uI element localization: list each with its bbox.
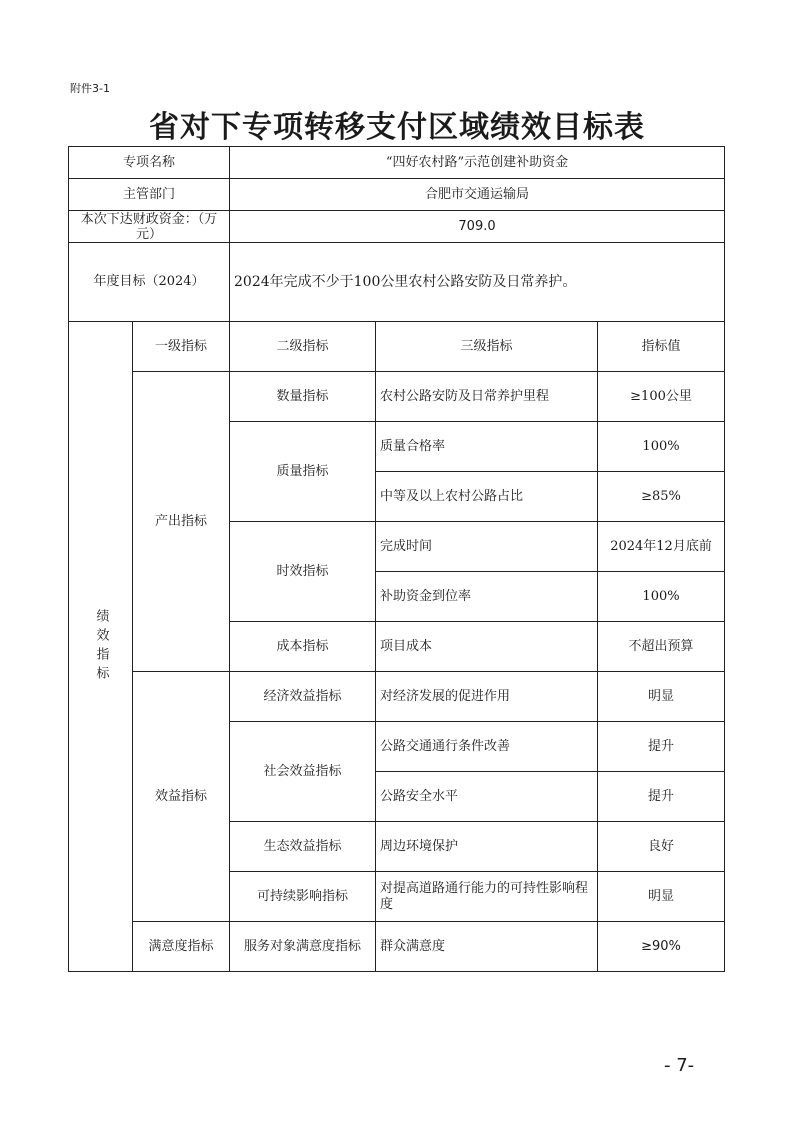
value-cell: 100% [598,422,725,472]
fund-value: 709.0 [230,211,725,243]
value-cell: ≥90% [598,922,725,972]
column-header-l3: 三级指标 [376,322,598,372]
column-header-value: 指标值 [598,322,725,372]
l3-cell: 完成时间 [376,522,598,572]
column-header-l2: 二级指标 [230,322,376,372]
column-header-l1: 一级指标 [133,322,230,372]
l2-social: 社会效益指标 [230,722,376,822]
table-row [69,922,725,972]
l3-cell: 项目成本 [376,622,598,672]
l2-cost: 成本指标 [230,622,376,672]
table-row [69,372,725,422]
l2-economic: 经济效益指标 [230,672,376,722]
value-cell: ≥85% [598,472,725,522]
value-cell: 良好 [598,822,725,872]
l3-cell: 对经济发展的促进作用 [376,672,598,722]
value-cell: 100% [598,572,725,622]
l3-cell: 公路安全水平 [376,772,598,822]
indicator-section-label: 绩效指标 [69,322,133,972]
value-cell: 不超出预算 [598,622,725,672]
value-cell: 提升 [598,722,725,772]
l1-benefit: 效益指标 [133,672,230,922]
annual-goal-label: 年度目标（2024） [69,243,230,322]
l2-ecological: 生态效益指标 [230,822,376,872]
l1-satisfaction: 满意度指标 [133,922,230,972]
l2-service-satisfaction: 服务对象满意度指标 [230,922,376,972]
l3-cell: 周边环境保护 [376,822,598,872]
fund-label: 本次下达财政资金：（万元） [69,211,230,243]
project-name-value: “四好农村路”示范创建补助资金 [230,147,725,179]
value-cell: 提升 [598,772,725,822]
l2-quality: 质量指标 [230,422,376,522]
project-name-label: 专项名称 [69,147,230,179]
l2-timeliness: 时效指标 [230,522,376,622]
l2-sustainable: 可持续影响指标 [230,872,376,922]
dept-value: 合肥市交通运输局 [230,179,725,211]
l2-quantity: 数量指标 [230,372,376,422]
value-cell: 明显 [598,872,725,922]
value-cell: 明显 [598,672,725,722]
attachment-label: 附件3-1 [70,82,110,95]
value-cell: 2024年12月底前 [598,522,725,572]
l3-cell: 农村公路安防及日常养护里程 [376,372,598,422]
l3-cell: 群众满意度 [376,922,598,972]
performance-target-table [68,146,725,972]
annual-goal-value: 2024年完成不少于100公里农村公路安防及日常养护。 [230,243,725,322]
l3-cell: 补助资金到位率 [376,572,598,622]
l3-cell: 中等及以上农村公路占比 [376,472,598,522]
table-row [69,672,725,722]
l3-cell: 对提高道路通行能力的可持性影响程度 [376,872,598,922]
l1-output: 产出指标 [133,372,230,672]
page-title: 省对下专项转移支付区域绩效目标表 [149,110,645,145]
value-cell: ≥100公里 [598,372,725,422]
l3-cell: 质量合格率 [376,422,598,472]
page-number: - 7- [664,1055,695,1076]
l3-cell: 公路交通通行条件改善 [376,722,598,772]
dept-label: 主管部门 [69,179,230,211]
